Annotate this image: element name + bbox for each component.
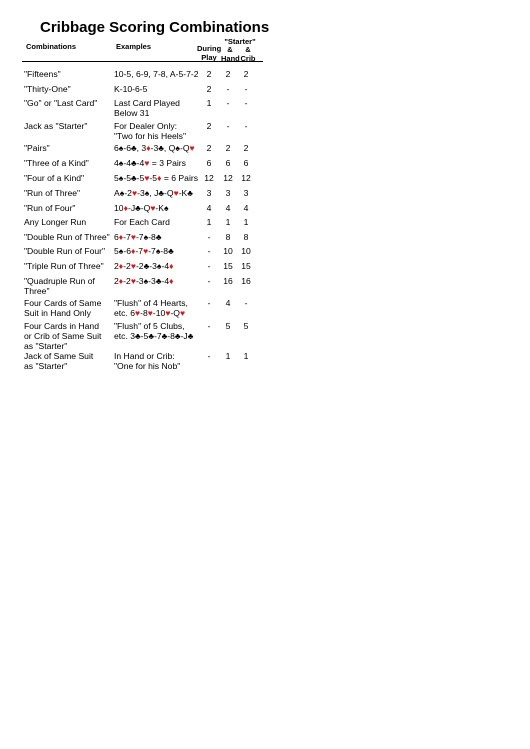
spade-icon: ♠ xyxy=(118,143,124,153)
example-text: For Each Card xyxy=(114,217,170,227)
combination-name xyxy=(24,203,112,213)
combination-name xyxy=(24,69,112,79)
club-icon: ♣ xyxy=(161,331,168,341)
points-during-play: 2 xyxy=(206,121,212,131)
combination-name-line: Suit in Hand Only xyxy=(24,308,91,318)
points-crib: 1 xyxy=(243,217,249,227)
heart-icon: ♥ xyxy=(144,173,150,183)
combination-name-line: "Quadruple Run of xyxy=(24,276,95,286)
points-crib: 2 xyxy=(243,69,249,79)
combination-name xyxy=(24,351,112,371)
points-hand: 12 xyxy=(223,173,233,183)
diamond-icon: ♦ xyxy=(123,203,128,213)
points-during-play: 4 xyxy=(206,203,212,213)
combination-name xyxy=(24,276,112,296)
combination-name-line: Four Cards of Same xyxy=(24,298,102,308)
example-text: 4 xyxy=(114,158,119,168)
combination-name-line: "Pairs" xyxy=(24,143,50,153)
example-text: -4 xyxy=(161,261,170,271)
example-text: -Q xyxy=(140,203,151,213)
club-icon: ♣ xyxy=(148,331,154,341)
combination-name-line: Jack as "Starter" xyxy=(24,121,88,131)
combination-name-line: "Go" or "Last Card" xyxy=(24,98,98,108)
example-text: = 6 Pairs xyxy=(161,173,199,183)
combination-name-line: Jack of Same Suit xyxy=(24,351,94,361)
example-line xyxy=(114,203,206,213)
example xyxy=(114,351,206,371)
header-divider xyxy=(22,61,263,62)
header-examples: Examples xyxy=(116,42,152,51)
points-during-play: 1 xyxy=(206,98,212,108)
points-crib: 8 xyxy=(243,232,249,242)
example-line xyxy=(114,98,206,108)
points-during-play: 3 xyxy=(206,188,212,198)
example-text: Below 31 xyxy=(114,108,150,118)
combination-name-line: "Four of a Kind" xyxy=(24,173,85,183)
points-hand: 4 xyxy=(225,203,231,213)
heart-icon: ♥ xyxy=(130,261,136,271)
combination-name-line: Four Cards in Hand xyxy=(24,321,99,331)
club-icon: ♣ xyxy=(143,261,150,271)
points-during-play: 6 xyxy=(206,158,212,168)
points-hand: - xyxy=(226,98,230,108)
heart-icon: ♥ xyxy=(165,308,171,318)
points-hand: 2 xyxy=(225,69,231,79)
example-line xyxy=(114,121,206,131)
example-text: -2 xyxy=(123,261,131,271)
example xyxy=(114,98,206,118)
combination-name xyxy=(24,158,112,168)
example-line xyxy=(114,69,206,79)
points-during-play: 2 xyxy=(206,143,212,153)
header-during-play xyxy=(197,45,221,62)
club-icon: ♣ xyxy=(131,173,137,183)
example-text: 2 xyxy=(114,261,119,271)
example-text: Last Card Played xyxy=(114,98,180,108)
points-during-play: 2 xyxy=(206,69,212,79)
combination-name-line: Three" xyxy=(24,286,50,296)
points-crib: - xyxy=(244,98,248,108)
points-crib: - xyxy=(244,121,248,131)
diamond-icon: ♦ xyxy=(131,246,136,256)
points-hand: - xyxy=(226,84,230,94)
points-hand: 5 xyxy=(225,321,231,331)
example-text: 10-5, 6-9, 7-8, A-5-7-2 xyxy=(114,69,199,79)
example-line xyxy=(114,298,206,308)
points-crib: 3 xyxy=(243,188,249,198)
combination-name-line: Any Longer Run xyxy=(24,217,87,227)
example-line xyxy=(114,361,206,371)
example-text: -8 xyxy=(140,308,148,318)
heart-icon: ♥ xyxy=(150,203,156,213)
combination-name xyxy=(24,261,112,271)
combination-name-line: "Double Run of Three" xyxy=(24,232,110,242)
club-icon: ♣ xyxy=(187,188,193,198)
example-text: , Q xyxy=(163,143,176,153)
points-crib: 12 xyxy=(241,173,251,183)
example-text: -7 xyxy=(135,232,144,242)
example-text: etc. 6 xyxy=(114,308,136,318)
diamond-icon: ♦ xyxy=(118,276,124,286)
example-text: -3 xyxy=(137,188,145,198)
example-text: -5 xyxy=(140,331,149,341)
example-line xyxy=(114,173,206,183)
example xyxy=(114,203,206,213)
example-text: -2 xyxy=(135,261,144,271)
example-line xyxy=(114,143,206,153)
spade-icon: ♠ xyxy=(155,246,161,256)
spade-icon: ♠ xyxy=(164,203,169,213)
example-text: -8 xyxy=(167,331,175,341)
points-crib: 6 xyxy=(243,158,249,168)
points-hand: 1 xyxy=(225,217,231,227)
club-icon: ♣ xyxy=(135,331,141,341)
club-icon: ♣ xyxy=(131,158,137,168)
combination-name-line: "Thirty-One" xyxy=(24,84,71,94)
club-icon: ♣ xyxy=(155,276,162,286)
example-text: -3 xyxy=(149,261,157,271)
example-text: -Q xyxy=(179,143,190,153)
heart-icon: ♥ xyxy=(144,158,150,168)
example-text: -K xyxy=(155,203,165,213)
diamond-icon: ♦ xyxy=(157,173,162,183)
example-text: -K xyxy=(178,188,188,198)
example xyxy=(114,276,206,286)
heart-icon: ♥ xyxy=(179,308,186,318)
points-hand: 1 xyxy=(225,351,231,361)
example xyxy=(114,158,206,168)
example xyxy=(114,143,206,153)
points-during-play: 12 xyxy=(204,173,214,183)
points-hand: 3 xyxy=(225,188,231,198)
spade-icon: ♠ xyxy=(156,261,162,271)
example-text: "Flush" of 4 Hearts, xyxy=(114,298,188,308)
example-text: "Flush" of 5 Clubs, xyxy=(114,321,185,331)
points-hand: 4 xyxy=(225,298,231,308)
example xyxy=(114,69,206,79)
combination-name-line: as "Starter" xyxy=(24,341,68,351)
club-icon: ♣ xyxy=(158,188,165,198)
example-text: -5 xyxy=(123,173,132,183)
combination-name xyxy=(24,121,112,131)
example xyxy=(114,121,206,141)
combination-name xyxy=(24,98,112,108)
example-text: -J xyxy=(180,331,188,341)
club-icon: ♣ xyxy=(158,143,164,153)
points-hand: 2 xyxy=(225,143,231,153)
spade-icon: ♠ xyxy=(119,188,125,198)
example-line xyxy=(114,246,206,256)
combination-name xyxy=(24,246,112,256)
example-text: -Q xyxy=(170,308,180,318)
example-text: -3 xyxy=(135,276,144,286)
heart-icon: ♥ xyxy=(130,276,136,286)
diamond-icon: ♦ xyxy=(169,276,174,286)
header-during-label: During xyxy=(197,44,222,53)
combination-name xyxy=(24,298,112,318)
spade-icon: ♠ xyxy=(143,232,149,242)
header-hand-ampersand: & xyxy=(227,45,233,54)
example-text: -5 xyxy=(149,173,158,183)
example-text: , J xyxy=(149,188,159,198)
combination-name-line: or Crib of Same Suit xyxy=(24,331,102,341)
example-text: 2 xyxy=(114,276,119,286)
example-text: -7 xyxy=(135,246,144,256)
example-text: -7 xyxy=(153,331,162,341)
example xyxy=(114,84,206,94)
combination-name xyxy=(24,173,112,183)
example-line xyxy=(114,188,206,198)
diamond-icon: ♦ xyxy=(118,232,124,242)
spade-icon: ♠ xyxy=(143,276,149,286)
combination-name-line: "Fifteens" xyxy=(24,69,61,79)
points-hand: 6 xyxy=(225,158,231,168)
example-text: -6 xyxy=(123,143,132,153)
combination-name-line: "Double Run of Four" xyxy=(24,246,106,256)
points-crib: - xyxy=(244,298,248,308)
points-crib: 1 xyxy=(243,351,249,361)
header-play-label: Play xyxy=(201,52,217,62)
combination-name-line: "Three of a Kind" xyxy=(24,158,89,168)
points-during-play: - xyxy=(207,261,211,271)
spade-icon: ♠ xyxy=(118,173,124,183)
example-text: -4 xyxy=(123,158,132,168)
example-line xyxy=(114,321,206,331)
points-crib: - xyxy=(244,84,248,94)
heart-icon: ♥ xyxy=(130,232,136,242)
points-crib: 2 xyxy=(243,143,249,153)
club-icon: ♣ xyxy=(131,143,137,153)
example-text: -4 xyxy=(136,158,145,168)
heart-icon: ♥ xyxy=(147,308,153,318)
points-during-play: - xyxy=(207,246,211,256)
example-text: -6 xyxy=(123,246,132,256)
combination-name xyxy=(24,188,112,198)
example-line xyxy=(114,108,206,118)
heart-icon: ♥ xyxy=(143,246,149,256)
combination-name xyxy=(24,217,112,227)
example-text: 6 xyxy=(114,143,119,153)
example xyxy=(114,188,206,198)
header-starter: "Starter" xyxy=(224,37,256,46)
club-icon: ♣ xyxy=(155,232,162,242)
example-text: A xyxy=(114,188,120,198)
example-text: 5 xyxy=(114,246,119,256)
example-line xyxy=(114,131,206,141)
diamond-icon: ♦ xyxy=(146,143,151,153)
example-text: = 3 Pairs xyxy=(149,158,186,168)
heart-icon: ♥ xyxy=(131,188,138,198)
header-hand-label: Hand xyxy=(221,53,240,63)
example-text: -8 xyxy=(160,246,169,256)
example-text: In Hand or Crib: xyxy=(114,351,175,361)
example-text: -3 xyxy=(148,276,156,286)
example xyxy=(114,298,206,318)
combination-name xyxy=(24,232,112,242)
example-line xyxy=(114,84,206,94)
spade-icon: ♠ xyxy=(118,158,124,168)
combination-name xyxy=(24,84,112,94)
points-hand: - xyxy=(226,121,230,131)
points-during-play: 2 xyxy=(206,84,212,94)
combination-name-line: "Run of Three" xyxy=(24,188,81,198)
points-during-play: - xyxy=(207,321,211,331)
page-title: Cribbage Scoring Combinations xyxy=(40,19,270,36)
spade-icon: ♠ xyxy=(118,246,124,256)
example-text: -2 xyxy=(124,188,132,198)
points-crib: 15 xyxy=(241,261,251,271)
example xyxy=(114,246,206,256)
points-crib: 4 xyxy=(243,203,249,213)
example-line xyxy=(114,158,206,168)
combination-name xyxy=(24,321,112,351)
points-crib: 5 xyxy=(243,321,249,331)
combination-name-line: "Run of Four" xyxy=(24,203,76,213)
spade-icon: ♠ xyxy=(175,143,180,153)
points-during-play: 1 xyxy=(206,217,212,227)
example-line xyxy=(114,232,206,242)
combination-name xyxy=(24,143,112,153)
example-text: -J xyxy=(127,203,136,213)
example-text: -7 xyxy=(123,232,131,242)
example-text: "Two for his Heels" xyxy=(114,131,187,141)
example-text: -Q xyxy=(164,188,174,198)
diamond-icon: ♦ xyxy=(169,261,174,271)
points-during-play: - xyxy=(207,351,211,361)
example-text: 5 xyxy=(114,173,119,183)
club-icon: ♣ xyxy=(135,203,141,213)
example xyxy=(114,261,206,271)
example xyxy=(114,173,206,183)
example-text: -10 xyxy=(152,308,166,318)
club-icon: ♣ xyxy=(187,331,194,341)
points-during-play: - xyxy=(207,298,211,308)
example xyxy=(114,232,206,242)
points-hand: 10 xyxy=(223,246,233,256)
combination-name-line: as "Starter" xyxy=(24,361,68,371)
header-crib-ampersand: & xyxy=(245,45,251,54)
club-icon: ♣ xyxy=(174,331,181,341)
example-line xyxy=(114,217,206,227)
heart-icon: ♥ xyxy=(173,188,179,198)
points-hand: 15 xyxy=(223,261,233,271)
diamond-icon: ♦ xyxy=(118,261,124,271)
spade-icon: ♠ xyxy=(144,188,150,198)
heart-icon: ♥ xyxy=(135,308,141,318)
example-line xyxy=(114,308,206,318)
example-line xyxy=(114,331,206,341)
example xyxy=(114,321,206,341)
example-text: -7 xyxy=(148,246,156,256)
points-crib: 10 xyxy=(241,246,251,256)
points-during-play: - xyxy=(207,232,211,242)
example-text: -4 xyxy=(161,276,170,286)
example xyxy=(114,217,206,227)
example-text: -5 xyxy=(136,173,145,183)
example-text: -3 xyxy=(150,143,159,153)
example-line xyxy=(114,351,206,361)
points-hand: 8 xyxy=(225,232,231,242)
example-text: 10 xyxy=(114,203,124,213)
points-crib: 16 xyxy=(241,276,251,286)
example-text: K-10-6-5 xyxy=(114,84,148,94)
example-line xyxy=(114,276,206,286)
club-icon: ♣ xyxy=(168,246,174,256)
header-crib-label: Crib xyxy=(240,53,256,63)
points-hand: 16 xyxy=(223,276,233,286)
example-text: , 3 xyxy=(136,143,147,153)
heart-icon: ♥ xyxy=(189,143,195,153)
example-text: -2 xyxy=(123,276,131,286)
points-during-play: - xyxy=(207,276,211,286)
example-line xyxy=(114,261,206,271)
example-text: "One for his Nob" xyxy=(114,361,181,371)
example-text: -8 xyxy=(148,232,156,242)
header-combinations: Combinations xyxy=(26,42,76,51)
combination-name-line: "Triple Run of Three" xyxy=(24,261,104,271)
example-text: 6 xyxy=(114,232,119,242)
example-text: For Dealer Only: xyxy=(114,121,178,131)
example-text: etc. 3 xyxy=(114,331,136,341)
